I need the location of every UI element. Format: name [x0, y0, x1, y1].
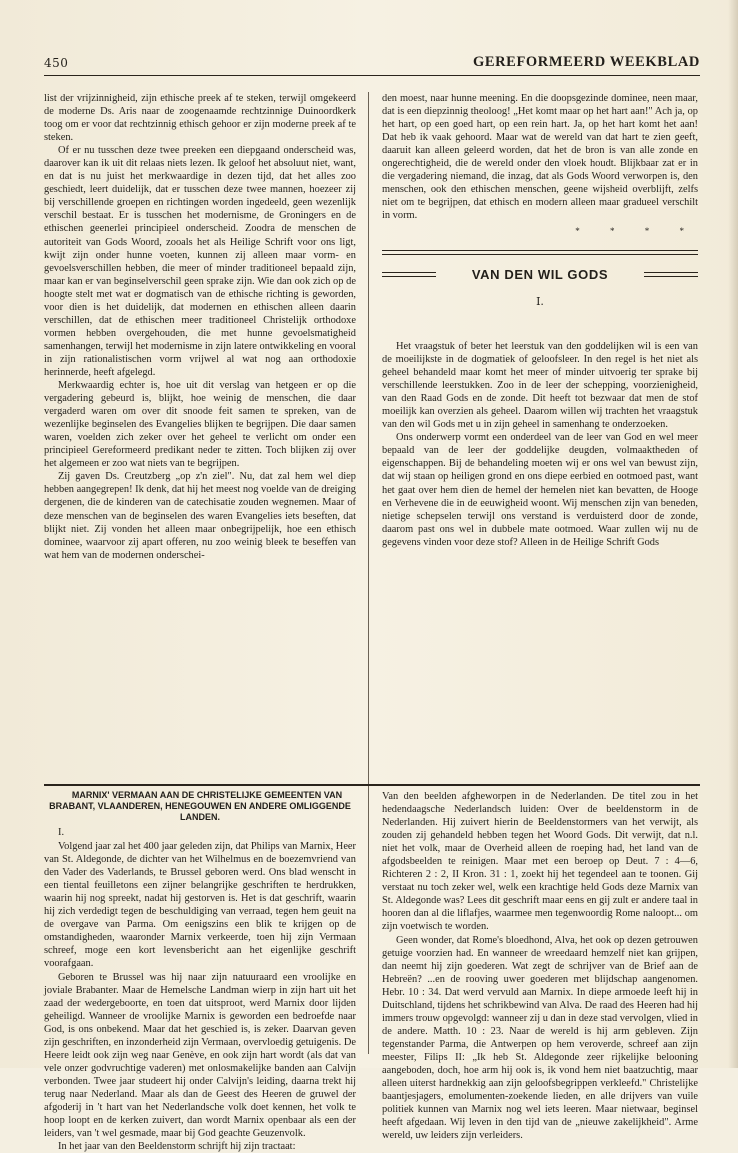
- paragraph: list der vrijzinnigheid, zijn ethische preek af te steken, terwijl omgekeerd de moderne Ds. Aris naar de zoogenaamde rechtzinnige Duinoordkerk toog om er voor dat rechtzinnig ethisch gehoor er zijn moderne preek af te steken.: [44, 93, 356, 144]
- paragraph: Geen wonder, dat Rome's bloedhond, Alva, het ook op dezen getrouwen getuige voorzien had. En wanneer de wreedaard hemzelf niet kan grijpen, dan neemt hij zijn goederen. Wat zegt de schrijver van de Brief aan de Hebreën? ...en de rooving uwer goederen met blijdschap aangenomen. Hebr. 10 : 34. Dat werd vervuld aan Marnix. In diepe armoede leeft hij in Duitschland, tijdens het schrikbewind van Alva. De raad des Heeren had hij immers trouw opgevolgd: wanneer zij u dan in deze stad vervolgen, vlied in de andere. Matth. 10 : 23. Naar de wereld is hij arm gebleven. Zijn tegenstander Parma, die Antwerpen op hem veroverde, schreef aan zijn meester, Filips II: „Ik heb St. Aldegonde zeer rijkelijke belooning aangeboden, doch, hoe arm hij ook is, ik vond hem niet baatzuchtig, maar alleen uiterst hardnekkig aan zijn geloofsbegrippen verkleefd." Christelijke baantjesjagers, emolumenten-zoekende lieden, en alle drijvers van vuile politiek kunnen van Marnix nog wel iets leeren. Maar nietwaar, beginsel heeft afgedaan. Wij leven in den tijd van de „nieuwe zakelijkheid". Arme wereld, uw leiders zijn verleiders.: [382, 934, 698, 1142]
- article-left-column: [44, 790, 356, 1153]
- article-title: MARNIX' VERMAAN AAN DE CHRISTELIJKE GEMEENTEN VAN BRABANT, VLAANDEREN, HENEGOUWEN EN ANDERE OMLIGGENDE LANDEN.: [49, 790, 351, 822]
- paragraph: Geboren te Brussel was hij naar zijn natuuraard een vroolijke en joviale Brabanter. Maar de Hemelsche Landman wierp in zijn hart uit het zaad der wedergeboorte, en toen dat uitsproot, werd Marnix door lijden geheiligd. Wanneer de vroolijke Marnix is geworden een bedroefde naar God, is ons onbekend. Maar dat het geschied is, is zeker. Daarvan geven zijn geschriften, en inzonderheid zijn Vermaan, overvloedig getuigenis. De Heere leidt ook zijn weg naar Genève, en ook zijn hart wordt (als dat van vele onzer godvruchtige vaderen) met onlosmakelijke banden aan Calvijn verbonden. Twee jaar studeert hij onder Calvijn's leiding, daarna trekt hij terug naar Nederland. Maar als dan de Geest des Heeren de gruwel der afgoderij in 't hart van het Nederlandsche volk doet kennen, het volk te hoop loopt en de kerken zuivert, dan wordt Marnix openbaar als een der leiders, van 't wel gesmade, maar bij God geachte Geuzenvolk.: [44, 971, 356, 1140]
- section-number: I.: [536, 295, 544, 308]
- paragraph: In het jaar van den Beeldenstorm schrijft hij zijn tractaat:: [58, 1141, 296, 1153]
- running-title: GEREFORMEERD WEEKBLAD: [472, 54, 700, 70]
- paragraph: Of er nu tusschen deze twee preeken een diepgaand onderscheid was, daarover kan ik uit dit relaas niets lezen. Ik geloof het absoluut niet, want, en dat is nu juist het merkwaardige in dezen tijd, dat het alles zoo geschiedt, leert duidelijk, dat er tusschen deze twee mannen, hoezeer zij bij verschillende groepen en richtingen worden ingedeeld, geen wezenlijk verschil bestaat. Er is tusschen het modernisme, de Groningers en de ethischen geenerlei principieel onderscheid. Zoodra de menschen de autoriteit van Gods Woord, zooals het als Heilige Schrift voor ons ligt, kwijt zijn onder hunne voeten, kunnen zij alleen maar vorm- en gevoelsverschillen hebben, die meer of minder traditioneel bepaald zijn, maar kan er van beginselverschil geen sprake zijn. Wie dan ook zich op de hoogte stelt met wat er dogmatisch van de ethische richting is geworden, voor dien is het duidelijk, dat modernen en ethischen alleen daarin verschillen, dat de ethischen meer traditioneel Christelijk orthodoxe vormen hebben overgehouden, die met hunne gevoelsmatigheid samenhangen, terwijl het modernisme in zijn latere ontwikkeling en vooral in zijn rationalistischen vorm vrijwel al wat nog aan orthodoxie herinnerde, heeft afgelegd.: [44, 145, 356, 378]
- paragraph: Zij gaven Ds. Creutzberg „op z'n ziel". Nu, dat zal hem wel diep hebben aangegrepen! Ik denk, dat hij het meest nog voelde van de dreiging dergenen, die de kinderen van de catechisatie zouden wegnemen. Maar of deze menschen van de beginselen des waren Evangelies iets beseften, dat blijkt niet. Zij vonden het alleen maar onbegrijpelijk, hoe een ethisch dominee, waarvoor zij apart offeren, nu zoo weinig bleek te beseffen van wat hem van de modernen onderschei-: [44, 471, 356, 561]
- paragraph: den moest, naar hunne meening. En die doopsgezinde dominee, neen maar, dat is een diepzinnig theoloog! „Het komt maar op het hart aan!" Ach ja, op het hart, op een goed hart, op een rein hart. Ja, op het hart komt het aan! Dat heb ik vaak gehoord. Maar wat de wereld van dat hart te zien geeft, daaruit kan alleen geleerd worden, dat het de bron is van alle zonde en ongerechtigheid, die de wereld onder den vloek houdt. Blijkbaar zat er in die vergadering niemand, die inzag, dat als Gods Woord verworpen is, den menschen, ook den ethischen menschen, geene wijsheid overblijft, zelfs niet om te begrijpen, dat ethisch en modern alleen maar gradueel verschilt in vorm.: [382, 93, 698, 222]
- heading-rule-right: [644, 272, 698, 277]
- paragraph: Ons onderwerp vormt een onderdeel van de leer van God en wel meer bepaald van de leer der goddelijke deugden, volmaaktheden of eigenschappen. Bij de behandeling moeten wij er ons wel van bewust zijn, dat wij staan op heiligen grond en ons diepe eerbied en ootmoed past, want het gaat over hem dien de hemel der hemelen niet kan bevatten, de Hooge en Verhevene die in de eeuwigheid woont. Wij menschen zijn van beneden, nietige schepselen terwijl ons verstand is verduisterd door de zonde, daarom past ons wel in dubbele mate ootmoed. Waar zullen wij nu de gegevens vinden voor deze stof? Alleen in de Heilige Schrift Gods: [382, 432, 698, 548]
- article-divider: [44, 784, 700, 786]
- column-right-middle: [382, 340, 698, 782]
- column-left-top: [44, 92, 356, 782]
- page-header: [44, 54, 700, 76]
- heading-rule-left: [382, 272, 436, 277]
- article-right-column: [382, 790, 698, 1142]
- paragraph: Volgend jaar zal het 400 jaar geleden zijn, dat Philips van Marnix, Heer van St. Aldegonde, de dichter van het Wilhelmus en de boezemvriend van den Vader des Vaderlands, te Brussel geboren werd. Ons blad wenscht in een tiental feuilletons een zijner belangrijke geschriften te herdrukken, waarin hij nog spreekt, nadat hij gestorven is. Het is dat geschrift, waarin hij zich verdedigt tegen de beschuldiging van verraad, tegen hem geuit na de overgave van Parma. Om eenigszins een blik te krijgen op de omstandigheden, waaronder Marnix verkeerde, toen hij zijn Vermaan schreef, moge een kort levensbericht aan het eigenlijke geschrift voorafgaan.: [44, 841, 356, 970]
- heading-double-rule: [382, 250, 698, 255]
- paragraph: Merkwaardig echter is, hoe uit dit verslag van hetgeen er op die vergadering gebeurd is, blijkt, hoe weinig de menschen, die daar vergaderd waren om over dit snoode feit samen te spreken, van de wezenlijke beginselen des Evangelies blijken te begrijpen. Die daar samen waren, voelden zich zeker over het geheel te verlicht om onder een principieel Gereformeerd predikant neder te zitten. Toch blijken zij over het algemeen er zoo wat niets van te begrijpen.: [44, 380, 356, 470]
- page-number: 450: [44, 56, 69, 70]
- heading-row: [382, 261, 698, 291]
- section-stars: * * * *: [575, 226, 698, 237]
- article-number: I.: [58, 827, 65, 838]
- section-heading: [382, 250, 698, 328]
- column-divider: [368, 92, 369, 1054]
- paragraph: Het vraagstuk of beter het leerstuk van den goddelijken wil is een van de moeilijkste in de dogmatiek of geloofsleer. In den regel is het niet als geheel behandeld maar komt het meer of minder uitvoerig ter sprake bij verschillende leerstukken. Zoo in de leer der schepping, voorzienigheid, van den Raad Gods en de zonde. Dit heeft tot bezwaar dat men de stof moeilijk kan overzien als geheel. Daarom willen wij trachten het vraagstuk van den wil Gods met u in zijn geheel in samenhang te onderzoeken.: [382, 341, 698, 431]
- paragraph: Van den beelden afgheworpen in de Nederlanden. De titel zou in het hedendaagsche Nederlandsch luiden: Over de beeldenstorm in de Nederlanden. Hij zuivert hierin de Beeldenstormers van het verwijt, als zouden zij gehandeld hebben tegen het Woord Gods. Dit verwijt, dat n.l. niet het volk, maar de Overheid alleen de roeping had, het land van de afgodsbeelden te reinigen. Maar met een beroep op Deut. 7 : 4—6, Richteren 2 : 2, II Kron. 31 : 1, zoekt hij het tegendeel aan te toonen. Gij verstaat nu toch zeker wel, welk een krachtige held Gods deze Marnix van St. Aldegonde was? Lees dit geschrift maar eens en gij zult er andere taal in hooren dan al die liflafjes, waarmee men tegenwoordig Rome naloopt... om zijn voetwisch te worden.: [382, 791, 698, 933]
- section-title: VAN DEN WIL GODS: [471, 267, 609, 282]
